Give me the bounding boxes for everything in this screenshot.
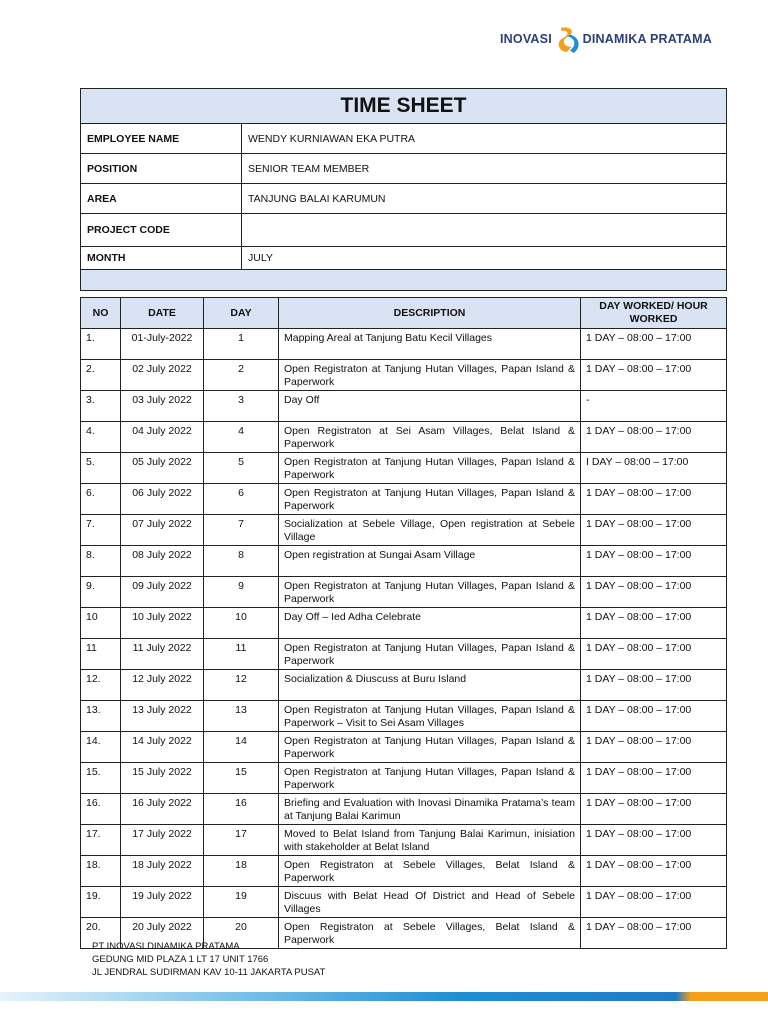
row-day: 2 xyxy=(204,360,279,391)
row-date: 05 July 2022 xyxy=(121,453,204,484)
row-date: 07 July 2022 xyxy=(121,515,204,546)
row-number: 13. xyxy=(81,701,121,732)
row-day-worked: 1 DAY – 08:00 – 17:00 xyxy=(581,825,727,856)
row-number: 20. xyxy=(81,918,121,949)
row-day-worked: 1 DAY – 08:00 – 17:00 xyxy=(581,360,727,391)
footer-company-name: PT INOVASI DINAMIKA PRATAMA xyxy=(92,941,240,952)
row-day-worked: 1 DAY – 08:00 – 17:00 xyxy=(581,887,727,918)
row-day-worked: 1 DAY – 08:00 – 17:00 xyxy=(581,763,727,794)
logo-left-text: INOVASI xyxy=(500,32,552,46)
row-day: 18 xyxy=(204,856,279,887)
logo-mark-icon xyxy=(556,22,579,56)
row-number: 16. xyxy=(81,794,121,825)
row-date: 03 July 2022 xyxy=(121,391,204,422)
row-day-worked: 1 DAY – 08:00 – 17:00 xyxy=(581,484,727,515)
row-number: 8. xyxy=(81,546,121,577)
row-number: 18. xyxy=(81,856,121,887)
company-logo xyxy=(500,22,712,56)
row-day: 6 xyxy=(204,484,279,515)
row-date: 02 July 2022 xyxy=(121,360,204,391)
table-row xyxy=(81,887,727,918)
row-day-worked: 1 DAY – 08:00 – 17:00 xyxy=(581,794,727,825)
row-day-worked: 1 DAY – 08:00 – 17:00 xyxy=(581,608,727,639)
table-row xyxy=(81,670,727,701)
row-day-worked: 1 DAY – 08:00 – 17:00 xyxy=(581,918,727,949)
row-date: 19 July 2022 xyxy=(121,887,204,918)
row-day: 11 xyxy=(204,639,279,670)
table-body xyxy=(81,329,727,949)
row-description: Open Registraton at Tanjung Hutan Villages, Papan Island & Paperwork xyxy=(279,577,581,608)
row-date: 13 July 2022 xyxy=(121,701,204,732)
table-row xyxy=(81,732,727,763)
row-date: 10 July 2022 xyxy=(121,608,204,639)
area-label: AREA xyxy=(81,184,242,214)
row-description: Discuus with Belat Head Of District and Head of Sebele Villages xyxy=(279,887,581,918)
field-row-position xyxy=(81,154,727,184)
position-value: SENIOR TEAM MEMBER xyxy=(242,154,727,184)
row-description: Open Registraton at Tanjung Hutan Villages, Papan Island & Paperwork xyxy=(279,639,581,670)
field-row-month xyxy=(81,247,727,270)
table-row xyxy=(81,360,727,391)
row-description: Open Registraton at Tanjung Hutan Villages, Papan Island & Paperwork xyxy=(279,763,581,794)
row-date: 20 July 2022 xyxy=(121,918,204,949)
row-date: 16 July 2022 xyxy=(121,794,204,825)
area-value: TANJUNG BALAI KARUMUN xyxy=(242,184,727,214)
table-row xyxy=(81,794,727,825)
table-row xyxy=(81,391,727,422)
row-number: 19. xyxy=(81,887,121,918)
row-number: 9. xyxy=(81,577,121,608)
row-day: 7 xyxy=(204,515,279,546)
row-day: 9 xyxy=(204,577,279,608)
column-header-date: DATE xyxy=(121,298,204,329)
row-number: 14. xyxy=(81,732,121,763)
row-description: Moved to Belat Island from Tanjung Balai Karimun, inisiation with stakeholder at Belat Island xyxy=(279,825,581,856)
column-header-day: DAY xyxy=(204,298,279,329)
row-description: Open Registraton at Tanjung Hutan Villages, Papan Island & Paperwork xyxy=(279,732,581,763)
row-description: Open Registraton at Tanjung Hutan Villages, Papan Island & Paperwork xyxy=(279,453,581,484)
table-row xyxy=(81,329,727,360)
row-date: 08 July 2022 xyxy=(121,546,204,577)
row-day-worked: 1 DAY – 08:00 – 17:00 xyxy=(581,546,727,577)
row-description: Day Off xyxy=(279,391,581,422)
row-date: 18 July 2022 xyxy=(121,856,204,887)
table-row xyxy=(81,639,727,670)
row-description: Open Registraton at Sebele Villages, Belat Island & Paperwork xyxy=(279,918,581,949)
table-row xyxy=(81,701,727,732)
table-row xyxy=(81,422,727,453)
row-number: 3. xyxy=(81,391,121,422)
field-row-area xyxy=(81,184,727,214)
table-row xyxy=(81,577,727,608)
row-number: 2. xyxy=(81,360,121,391)
row-description: Open registration at Sungai Asam Village xyxy=(279,546,581,577)
row-day-worked: - xyxy=(581,391,727,422)
row-description: Open Registraton at Sebele Villages, Belat Island & Paperwork xyxy=(279,856,581,887)
row-date: 12 July 2022 xyxy=(121,670,204,701)
row-day: 14 xyxy=(204,732,279,763)
employee-name-label: EMPLOYEE NAME xyxy=(81,124,242,154)
project-code-label: PROJECT CODE xyxy=(81,214,242,247)
field-row-project-code xyxy=(81,214,727,247)
field-row-employee xyxy=(81,124,727,154)
row-description: Open Registraton at Sei Asam Villages, Belat Island & Paperwork xyxy=(279,422,581,453)
row-description: Open Registraton at Tanjung Hutan Villages, Papan Island & Paperwork xyxy=(279,360,581,391)
row-date: 17 July 2022 xyxy=(121,825,204,856)
row-number: 10 xyxy=(81,608,121,639)
row-description: Socialization & Diuscuss at Buru Island xyxy=(279,670,581,701)
header-spacer-row xyxy=(81,270,727,291)
position-label: POSITION xyxy=(81,154,242,184)
company-address-footer xyxy=(92,940,325,979)
row-date: 11 July 2022 xyxy=(121,639,204,670)
footer-street: JL JENDRAL SUDIRMAN KAV 10-11 JAKARTA PUSAT xyxy=(92,967,326,978)
logo-right-text: DINAMIKA PRATAMA xyxy=(582,32,712,46)
row-number: 4. xyxy=(81,422,121,453)
table-row xyxy=(81,515,727,546)
row-day: 19 xyxy=(204,887,279,918)
row-date: 06 July 2022 xyxy=(121,484,204,515)
decorative-bottom-bar xyxy=(0,992,768,1001)
row-number: 11 xyxy=(81,639,121,670)
row-day: 8 xyxy=(204,546,279,577)
row-number: 6. xyxy=(81,484,121,515)
table-row xyxy=(81,608,727,639)
spacer-cell xyxy=(81,270,727,291)
row-description: Day Off – Ied Adha Celebrate xyxy=(279,608,581,639)
column-header-day-worked: DAY WORKED/ HOUR WORKED xyxy=(581,298,727,329)
row-day: 10 xyxy=(204,608,279,639)
row-day: 12 xyxy=(204,670,279,701)
row-description: Open Registraton at Tanjung Hutan Villages, Papan Island & Paperwork xyxy=(279,484,581,515)
row-date: 04 July 2022 xyxy=(121,422,204,453)
row-description: Open Registraton at Tanjung Hutan Villages, Papan Island & Paperwork – Visit to Sei Asam Villages xyxy=(279,701,581,732)
row-date: 14 July 2022 xyxy=(121,732,204,763)
table-row xyxy=(81,484,727,515)
row-day-worked: 1 DAY – 08:00 – 17:00 xyxy=(581,329,727,360)
row-day: 15 xyxy=(204,763,279,794)
row-day-worked: 1 DAY – 08:00 – 17:00 xyxy=(581,577,727,608)
row-day: 17 xyxy=(204,825,279,856)
row-description: Mapping Areal at Tanjung Batu Kecil Villages xyxy=(279,329,581,360)
row-day-worked: 1 DAY – 08:00 – 17:00 xyxy=(581,856,727,887)
project-code-value xyxy=(242,214,727,247)
row-number: 1. xyxy=(81,329,121,360)
row-day-worked: 1 DAY – 08:00 – 17:00 xyxy=(581,732,727,763)
table-header-row xyxy=(81,298,727,329)
row-day: 13 xyxy=(204,701,279,732)
row-day-worked: 1 DAY – 08:00 – 17:00 xyxy=(581,670,727,701)
row-date: 09 July 2022 xyxy=(121,577,204,608)
table-row xyxy=(81,856,727,887)
row-day: 1 xyxy=(204,329,279,360)
row-day: 3 xyxy=(204,391,279,422)
row-date: 01-July-2022 xyxy=(121,329,204,360)
row-day-worked: I DAY – 08:00 – 17:00 xyxy=(581,453,727,484)
row-description: Socialization at Sebele Village, Open registration at Sebele Village xyxy=(279,515,581,546)
timesheet-entries-table xyxy=(80,297,727,949)
table-row xyxy=(81,825,727,856)
table-row xyxy=(81,453,727,484)
row-number: 5. xyxy=(81,453,121,484)
timesheet-title: TIME SHEET xyxy=(81,89,727,124)
row-number: 15. xyxy=(81,763,121,794)
row-number: 7. xyxy=(81,515,121,546)
row-day: 5 xyxy=(204,453,279,484)
row-date: 15 July 2022 xyxy=(121,763,204,794)
row-day-worked: 1 DAY – 08:00 – 17:00 xyxy=(581,422,727,453)
table-row xyxy=(81,546,727,577)
row-description: Briefing and Evaluation with Inovasi Dinamika Pratama’s team at Tanjung Balai Karimun xyxy=(279,794,581,825)
row-day: 20 xyxy=(204,918,279,949)
column-header-no: NO xyxy=(81,298,121,329)
footer-building: GEDUNG MID PLAZA 1 LT 17 UNIT 1766 xyxy=(92,954,269,965)
column-header-description: DESCRIPTION xyxy=(279,298,581,329)
row-day-worked: 1 DAY – 08:00 – 17:00 xyxy=(581,639,727,670)
employee-name-value: WENDY KURNIAWAN EKA PUTRA xyxy=(242,124,727,154)
month-value: JULY xyxy=(242,247,727,270)
row-day-worked: 1 DAY – 08:00 – 17:00 xyxy=(581,515,727,546)
row-day: 4 xyxy=(204,422,279,453)
row-day-worked: 1 DAY – 08:00 – 17:00 xyxy=(581,701,727,732)
row-day: 16 xyxy=(204,794,279,825)
month-label: MONTH xyxy=(81,247,242,270)
table-row xyxy=(81,763,727,794)
timesheet-header-table xyxy=(80,88,727,291)
row-number: 17. xyxy=(81,825,121,856)
row-number: 12. xyxy=(81,670,121,701)
